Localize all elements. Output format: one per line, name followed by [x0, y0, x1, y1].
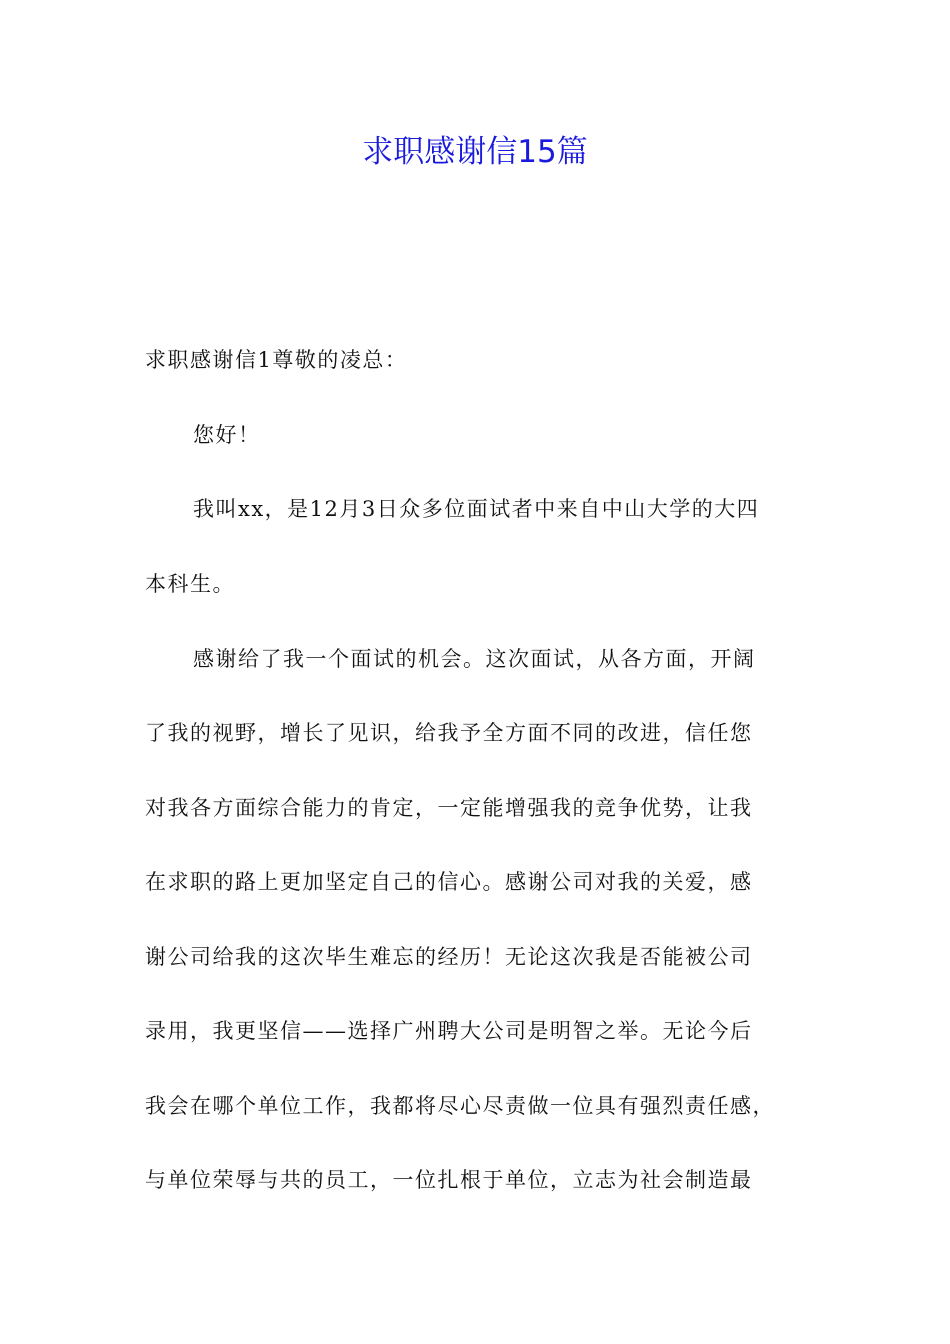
body-line: 了我的视野，增长了见识，给我予全方面不同的改进，信任您 — [145, 721, 753, 745]
document-title: 求职感谢信15篇 — [362, 134, 588, 170]
salutation-line: 求职感谢信1尊敬的凌总： — [145, 348, 408, 372]
body-line: 感谢给了我一个面试的机会。这次面试，从各方面，开阔 — [193, 647, 756, 671]
body-line: 谢公司给我的这次毕生难忘的经历！无论这次我是否能被公司 — [145, 945, 753, 969]
body-line: 与单位荣辱与共的员工，一位扎根于单位，立志为社会制造最 — [145, 1168, 753, 1192]
greeting-line: 您好！ — [193, 423, 261, 447]
body-line: 对我各方面综合能力的肯定，一定能增强我的竞争优势，让我 — [145, 796, 753, 820]
body-line: 我叫xx，是12月3日众多位面试者中来自中山大学的大四 — [193, 497, 760, 521]
body-line: 本科生。 — [145, 572, 235, 596]
body-line: 在求职的路上更加坚定自己的信心。感谢公司对我的关爱，感 — [145, 870, 753, 894]
body-line: 我会在哪个单位工作，我都将尽心尽责做一位具有强烈责任感， — [145, 1094, 775, 1118]
body-line: 录用，我更坚信——选择广州聘大公司是明智之举。无论今后 — [145, 1019, 753, 1043]
